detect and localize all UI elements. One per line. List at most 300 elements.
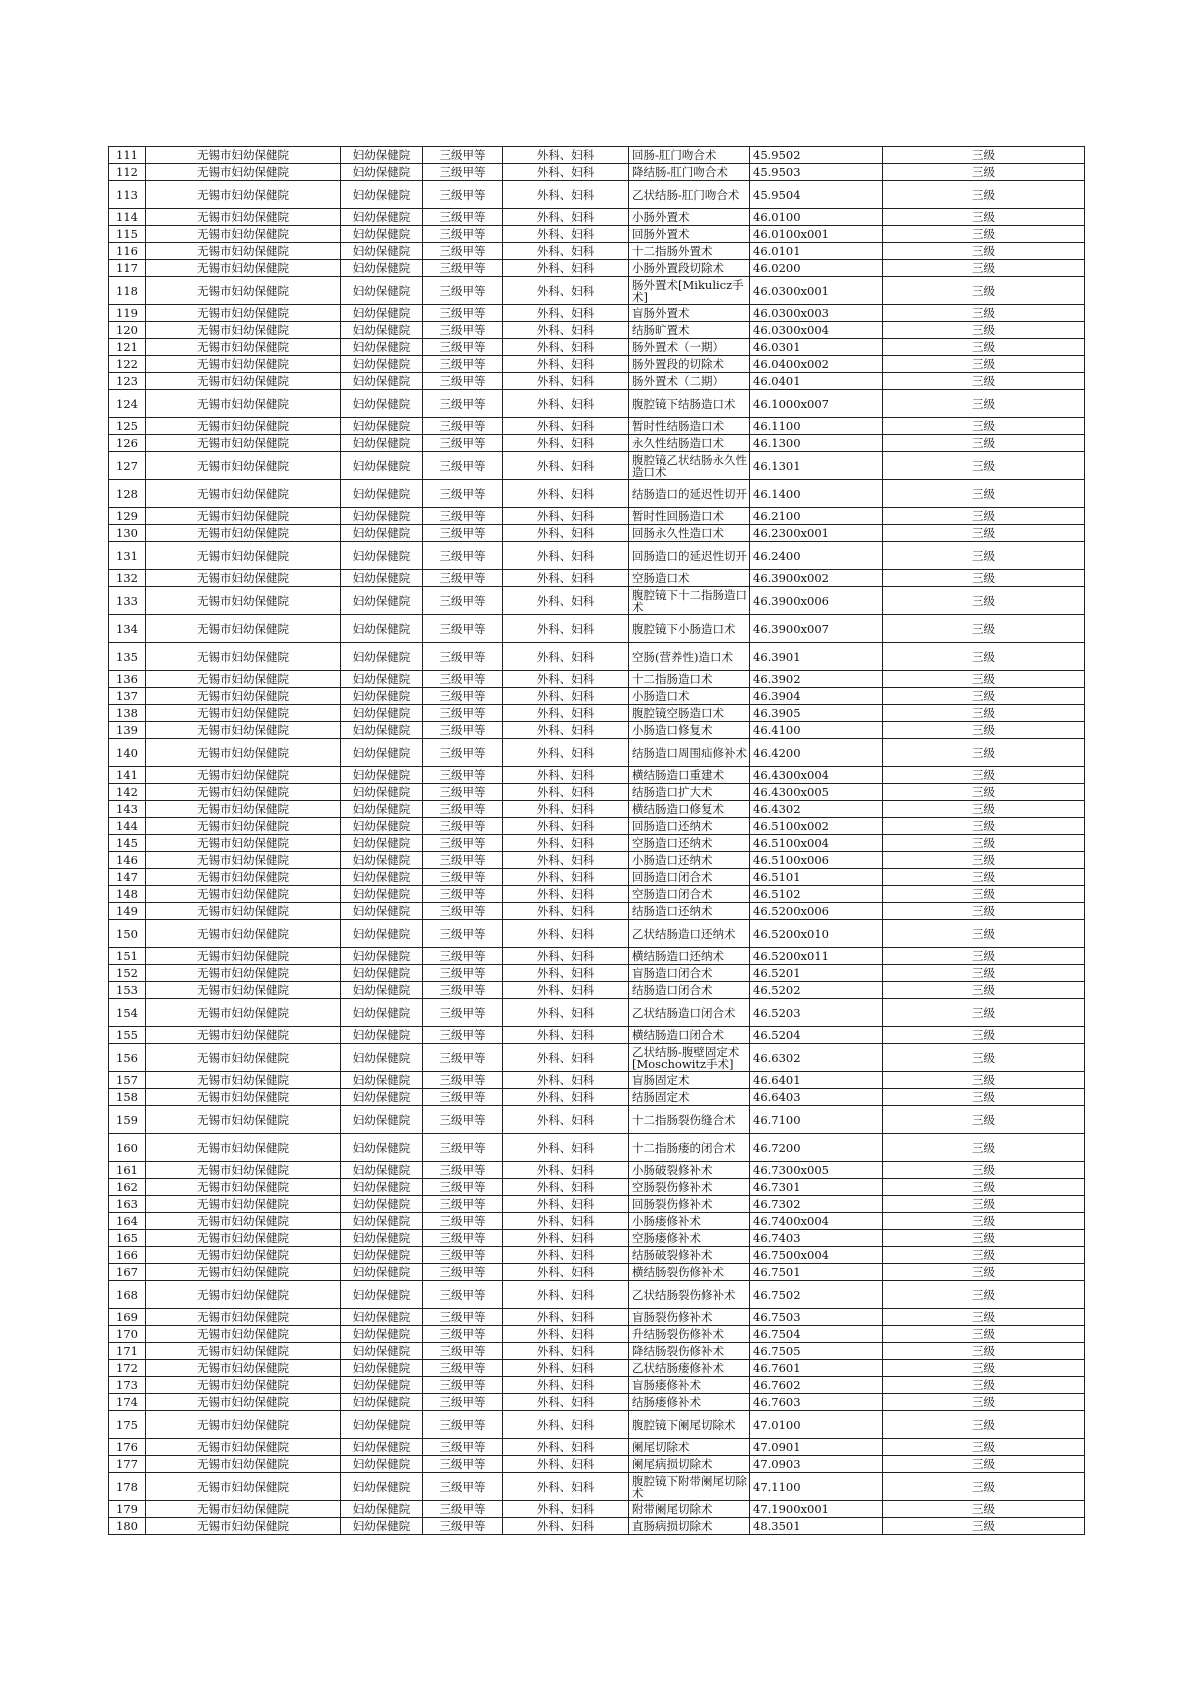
procedure-code-cell: 46.7300x005 (750, 1162, 883, 1179)
row-number-cell: 154 (109, 999, 146, 1027)
hospital-type-cell: 妇幼保健院 (341, 339, 423, 356)
surgery-level-cell: 三级 (883, 418, 1085, 435)
hospital-cell: 无锡市妇幼保健院 (146, 277, 341, 305)
surgery-level-cell: 三级 (883, 886, 1085, 903)
procedure-name-cell: 横结肠造口修复术 (629, 801, 750, 818)
procedure-name-cell: 阑尾病损切除术 (629, 1456, 750, 1473)
hospital-type-cell: 妇幼保健院 (341, 1027, 423, 1044)
procedure-code-cell: 46.3901 (750, 643, 883, 671)
hospital-grade-cell: 三级甲等 (423, 722, 503, 739)
procedure-name-cell: 回肠-肛门吻合术 (629, 147, 750, 164)
hospital-cell: 无锡市妇幼保健院 (146, 181, 341, 209)
table-row (109, 999, 1085, 1027)
table-row (109, 1162, 1085, 1179)
hospital-type-cell: 妇幼保健院 (341, 305, 423, 322)
hospital-cell: 无锡市妇幼保健院 (146, 1394, 341, 1411)
row-number-cell: 164 (109, 1213, 146, 1230)
row-number-cell: 161 (109, 1162, 146, 1179)
department-cell: 外科、妇科 (503, 1394, 629, 1411)
table-row (109, 305, 1085, 322)
department-cell: 外科、妇科 (503, 1377, 629, 1394)
hospital-type-cell: 妇幼保健院 (341, 1213, 423, 1230)
procedure-name-cell: 乙状结肠造口闭合术 (629, 999, 750, 1027)
row-number-cell: 137 (109, 688, 146, 705)
table-row (109, 903, 1085, 920)
hospital-grade-cell: 三级甲等 (423, 260, 503, 277)
department-cell: 外科、妇科 (503, 525, 629, 542)
procedure-code-cell: 47.1900x001 (750, 1501, 883, 1518)
procedure-name-cell: 空肠瘘修补术 (629, 1230, 750, 1247)
department-cell: 外科、妇科 (503, 209, 629, 226)
procedure-name-cell: 盲肠瘘修补术 (629, 1377, 750, 1394)
row-number-cell: 128 (109, 480, 146, 508)
hospital-grade-cell: 三级甲等 (423, 948, 503, 965)
procedure-code-cell: 46.5100x004 (750, 835, 883, 852)
row-number-cell: 157 (109, 1072, 146, 1089)
table-row (109, 226, 1085, 243)
procedure-code-cell: 46.2300x001 (750, 525, 883, 542)
procedure-name-cell: 腹腔镜乙状结肠永久性造口术 (629, 452, 750, 480)
procedure-code-cell: 46.5200x010 (750, 920, 883, 948)
procedure-code-cell: 46.2400 (750, 542, 883, 570)
procedure-name-cell: 暂时性结肠造口术 (629, 418, 750, 435)
procedure-name-cell: 小肠造口还纳术 (629, 852, 750, 869)
department-cell: 外科、妇科 (503, 339, 629, 356)
hospital-grade-cell: 三级甲等 (423, 1343, 503, 1360)
row-number-cell: 149 (109, 903, 146, 920)
department-cell: 外科、妇科 (503, 147, 629, 164)
row-number-cell: 175 (109, 1411, 146, 1439)
hospital-grade-cell: 三级甲等 (423, 452, 503, 480)
procedure-name-cell: 回肠永久性造口术 (629, 525, 750, 542)
hospital-type-cell: 妇幼保健院 (341, 209, 423, 226)
table-row (109, 1394, 1085, 1411)
hospital-type-cell: 妇幼保健院 (341, 1326, 423, 1343)
surgery-level-cell: 三级 (883, 1394, 1085, 1411)
hospital-grade-cell: 三级甲等 (423, 1309, 503, 1326)
hospital-type-cell: 妇幼保健院 (341, 615, 423, 643)
row-number-cell: 121 (109, 339, 146, 356)
hospital-grade-cell: 三级甲等 (423, 1377, 503, 1394)
procedure-name-cell: 结肠造口扩大术 (629, 784, 750, 801)
hospital-grade-cell: 三级甲等 (423, 373, 503, 390)
table-row (109, 1027, 1085, 1044)
surgery-level-cell: 三级 (883, 615, 1085, 643)
row-number-cell: 126 (109, 435, 146, 452)
department-cell: 外科、妇科 (503, 1089, 629, 1106)
department-cell: 外科、妇科 (503, 373, 629, 390)
hospital-grade-cell: 三级甲等 (423, 705, 503, 722)
procedure-name-cell: 暂时性回肠造口术 (629, 508, 750, 525)
hospital-cell: 无锡市妇幼保健院 (146, 705, 341, 722)
procedure-name-cell: 横结肠裂伤修补术 (629, 1264, 750, 1281)
hospital-type-cell: 妇幼保健院 (341, 965, 423, 982)
row-number-cell: 141 (109, 767, 146, 784)
procedure-name-cell: 回肠造口的延迟性切开 (629, 542, 750, 570)
procedure-code-cell: 46.5200x011 (750, 948, 883, 965)
hospital-cell: 无锡市妇幼保健院 (146, 1230, 341, 1247)
hospital-type-cell: 妇幼保健院 (341, 1230, 423, 1247)
hospital-grade-cell: 三级甲等 (423, 767, 503, 784)
surgery-level-cell: 三级 (883, 1179, 1085, 1196)
procedure-code-cell: 46.7501 (750, 1264, 883, 1281)
hospital-grade-cell: 三级甲等 (423, 277, 503, 305)
hospital-cell: 无锡市妇幼保健院 (146, 1247, 341, 1264)
surgery-level-cell: 三级 (883, 1264, 1085, 1281)
table-row (109, 688, 1085, 705)
hospital-cell: 无锡市妇幼保健院 (146, 1281, 341, 1309)
procedure-code-cell: 46.3900x007 (750, 615, 883, 643)
hospital-type-cell: 妇幼保健院 (341, 784, 423, 801)
hospital-cell: 无锡市妇幼保健院 (146, 1072, 341, 1089)
row-number-cell: 180 (109, 1518, 146, 1535)
table-row (109, 181, 1085, 209)
row-number-cell: 146 (109, 852, 146, 869)
hospital-cell: 无锡市妇幼保健院 (146, 835, 341, 852)
hospital-grade-cell: 三级甲等 (423, 525, 503, 542)
department-cell: 外科、妇科 (503, 390, 629, 418)
hospital-grade-cell: 三级甲等 (423, 480, 503, 508)
hospital-grade-cell: 三级甲等 (423, 356, 503, 373)
row-number-cell: 144 (109, 818, 146, 835)
procedure-name-cell: 盲肠固定术 (629, 1072, 750, 1089)
procedure-code-cell: 46.6401 (750, 1072, 883, 1089)
department-cell: 外科、妇科 (503, 982, 629, 999)
hospital-grade-cell: 三级甲等 (423, 305, 503, 322)
hospital-type-cell: 妇幼保健院 (341, 671, 423, 688)
procedure-code-cell: 46.7500x004 (750, 1247, 883, 1264)
surgery-level-cell: 三级 (883, 209, 1085, 226)
table-row (109, 1106, 1085, 1134)
procedure-code-cell: 46.3900x002 (750, 570, 883, 587)
row-number-cell: 168 (109, 1281, 146, 1309)
surgery-level-cell: 三级 (883, 1134, 1085, 1162)
hospital-type-cell: 妇幼保健院 (341, 322, 423, 339)
surgery-level-cell: 三级 (883, 390, 1085, 418)
surgery-level-cell: 三级 (883, 671, 1085, 688)
hospital-type-cell: 妇幼保健院 (341, 1179, 423, 1196)
hospital-cell: 无锡市妇幼保健院 (146, 643, 341, 671)
hospital-grade-cell: 三级甲等 (423, 869, 503, 886)
procedure-code-cell: 46.7200 (750, 1134, 883, 1162)
hospital-cell: 无锡市妇幼保健院 (146, 452, 341, 480)
department-cell: 外科、妇科 (503, 508, 629, 525)
procedure-code-cell: 46.0400x002 (750, 356, 883, 373)
surgery-level-cell: 三级 (883, 570, 1085, 587)
row-number-cell: 143 (109, 801, 146, 818)
table-row (109, 801, 1085, 818)
department-cell: 外科、妇科 (503, 801, 629, 818)
procedure-name-cell: 十二指肠瘘的闭合术 (629, 1134, 750, 1162)
department-cell: 外科、妇科 (503, 570, 629, 587)
table-row (109, 1230, 1085, 1247)
hospital-type-cell: 妇幼保健院 (341, 1456, 423, 1473)
procedure-code-cell: 46.2100 (750, 508, 883, 525)
surgery-level-cell: 三级 (883, 784, 1085, 801)
hospital-grade-cell: 三级甲等 (423, 1179, 503, 1196)
table-row (109, 1044, 1085, 1072)
hospital-type-cell: 妇幼保健院 (341, 835, 423, 852)
procedure-code-cell: 46.7504 (750, 1326, 883, 1343)
procedure-code-cell: 47.0901 (750, 1439, 883, 1456)
department-cell: 外科、妇科 (503, 818, 629, 835)
hospital-type-cell: 妇幼保健院 (341, 1439, 423, 1456)
department-cell: 外科、妇科 (503, 615, 629, 643)
hospital-cell: 无锡市妇幼保健院 (146, 525, 341, 542)
table-row (109, 920, 1085, 948)
hospital-grade-cell: 三级甲等 (423, 1162, 503, 1179)
hospital-type-cell: 妇幼保健院 (341, 570, 423, 587)
hospital-grade-cell: 三级甲等 (423, 671, 503, 688)
row-number-cell: 120 (109, 322, 146, 339)
hospital-cell: 无锡市妇幼保健院 (146, 305, 341, 322)
surgery-level-cell: 三级 (883, 147, 1085, 164)
department-cell: 外科、妇科 (503, 671, 629, 688)
hospital-type-cell: 妇幼保健院 (341, 164, 423, 181)
procedure-code-cell: 46.0401 (750, 373, 883, 390)
hospital-grade-cell: 三级甲等 (423, 965, 503, 982)
hospital-grade-cell: 三级甲等 (423, 852, 503, 869)
surgery-level-cell: 三级 (883, 1439, 1085, 1456)
department-cell: 外科、妇科 (503, 1213, 629, 1230)
hospital-type-cell: 妇幼保健院 (341, 982, 423, 999)
procedure-code-cell: 46.5204 (750, 1027, 883, 1044)
department-cell: 外科、妇科 (503, 1360, 629, 1377)
row-number-cell: 132 (109, 570, 146, 587)
surgery-level-cell: 三级 (883, 1343, 1085, 1360)
hospital-grade-cell: 三级甲等 (423, 164, 503, 181)
procedure-name-cell: 回肠造口还纳术 (629, 818, 750, 835)
department-cell: 外科、妇科 (503, 767, 629, 784)
hospital-type-cell: 妇幼保健院 (341, 1264, 423, 1281)
surgery-level-cell: 三级 (883, 1230, 1085, 1247)
row-number-cell: 123 (109, 373, 146, 390)
surgery-level-cell: 三级 (883, 508, 1085, 525)
hospital-type-cell: 妇幼保健院 (341, 999, 423, 1027)
row-number-cell: 177 (109, 1456, 146, 1473)
hospital-type-cell: 妇幼保健院 (341, 801, 423, 818)
procedure-code-cell: 46.1301 (750, 452, 883, 480)
hospital-cell: 无锡市妇幼保健院 (146, 1439, 341, 1456)
procedure-code-cell: 46.5200x006 (750, 903, 883, 920)
department-cell: 外科、妇科 (503, 643, 629, 671)
hospital-grade-cell: 三级甲等 (423, 339, 503, 356)
surgery-level-cell: 三级 (883, 739, 1085, 767)
procedure-name-cell: 结肠造口还纳术 (629, 903, 750, 920)
hospital-type-cell: 妇幼保健院 (341, 1309, 423, 1326)
surgery-level-cell: 三级 (883, 1072, 1085, 1089)
procedure-code-cell: 47.1100 (750, 1473, 883, 1501)
procedure-code-cell: 46.5201 (750, 965, 883, 982)
table-row (109, 435, 1085, 452)
hospital-grade-cell: 三级甲等 (423, 1473, 503, 1501)
hospital-cell: 无锡市妇幼保健院 (146, 1411, 341, 1439)
hospital-type-cell: 妇幼保健院 (341, 886, 423, 903)
surgery-level-cell: 三级 (883, 801, 1085, 818)
procedure-code-cell: 46.7403 (750, 1230, 883, 1247)
hospital-grade-cell: 三级甲等 (423, 818, 503, 835)
department-cell: 外科、妇科 (503, 305, 629, 322)
surgery-level-cell: 三级 (883, 305, 1085, 322)
hospital-grade-cell: 三级甲等 (423, 1044, 503, 1072)
hospital-cell: 无锡市妇幼保健院 (146, 615, 341, 643)
hospital-cell: 无锡市妇幼保健院 (146, 767, 341, 784)
hospital-type-cell: 妇幼保健院 (341, 1360, 423, 1377)
hospital-cell: 无锡市妇幼保健院 (146, 903, 341, 920)
department-cell: 外科、妇科 (503, 965, 629, 982)
row-number-cell: 114 (109, 209, 146, 226)
hospital-grade-cell: 三级甲等 (423, 1411, 503, 1439)
procedure-code-cell: 46.7400x004 (750, 1213, 883, 1230)
table-row (109, 1518, 1085, 1535)
procedure-name-cell: 结肠造口的延迟性切开 (629, 480, 750, 508)
table-row (109, 1501, 1085, 1518)
surgery-level-cell: 三级 (883, 525, 1085, 542)
procedure-name-cell: 腹腔镜空肠造口术 (629, 705, 750, 722)
procedure-code-cell: 46.7602 (750, 1377, 883, 1394)
procedure-name-cell: 盲肠外置术 (629, 305, 750, 322)
surgery-level-cell: 三级 (883, 1213, 1085, 1230)
procedure-name-cell: 回肠造口闭合术 (629, 869, 750, 886)
row-number-cell: 139 (109, 722, 146, 739)
procedure-code-cell: 46.5100x002 (750, 818, 883, 835)
hospital-grade-cell: 三级甲等 (423, 920, 503, 948)
hospital-grade-cell: 三级甲等 (423, 587, 503, 615)
surgery-level-cell: 三级 (883, 982, 1085, 999)
table-row (109, 1281, 1085, 1309)
table-row (109, 615, 1085, 643)
hospital-type-cell: 妇幼保健院 (341, 1106, 423, 1134)
procedure-name-cell: 附带阑尾切除术 (629, 1501, 750, 1518)
table-row (109, 835, 1085, 852)
hospital-cell: 无锡市妇幼保健院 (146, 1518, 341, 1535)
row-number-cell: 178 (109, 1473, 146, 1501)
procedure-code-cell: 46.7503 (750, 1309, 883, 1326)
procedure-name-cell: 横结肠造口闭合术 (629, 1027, 750, 1044)
procedure-name-cell: 小肠造口修复术 (629, 722, 750, 739)
hospital-type-cell: 妇幼保健院 (341, 260, 423, 277)
hospital-type-cell: 妇幼保健院 (341, 147, 423, 164)
hospital-cell: 无锡市妇幼保健院 (146, 570, 341, 587)
hospital-grade-cell: 三级甲等 (423, 1213, 503, 1230)
table-row (109, 1179, 1085, 1196)
surgery-level-cell: 三级 (883, 1106, 1085, 1134)
hospital-cell: 无锡市妇幼保健院 (146, 1501, 341, 1518)
table-row (109, 1411, 1085, 1439)
hospital-grade-cell: 三级甲等 (423, 1501, 503, 1518)
department-cell: 外科、妇科 (503, 999, 629, 1027)
table-row (109, 164, 1085, 181)
procedure-name-cell: 降结肠-肛门吻合术 (629, 164, 750, 181)
row-number-cell: 171 (109, 1343, 146, 1360)
procedure-code-cell: 46.5101 (750, 869, 883, 886)
procedure-name-cell: 空肠造口术 (629, 570, 750, 587)
department-cell: 外科、妇科 (503, 164, 629, 181)
hospital-grade-cell: 三级甲等 (423, 1134, 503, 1162)
hospital-grade-cell: 三级甲等 (423, 570, 503, 587)
table-row (109, 1309, 1085, 1326)
row-number-cell: 176 (109, 1439, 146, 1456)
department-cell: 外科、妇科 (503, 835, 629, 852)
table-row (109, 1196, 1085, 1213)
hospital-grade-cell: 三级甲等 (423, 1196, 503, 1213)
hospital-cell: 无锡市妇幼保健院 (146, 1134, 341, 1162)
procedure-name-cell: 空肠裂伤修补术 (629, 1179, 750, 1196)
procedure-name-cell: 十二指肠造口术 (629, 671, 750, 688)
procedure-code-cell: 46.1400 (750, 480, 883, 508)
hospital-type-cell: 妇幼保健院 (341, 1343, 423, 1360)
procedure-name-cell: 乙状结肠-肛门吻合术 (629, 181, 750, 209)
hospital-grade-cell: 三级甲等 (423, 508, 503, 525)
row-number-cell: 117 (109, 260, 146, 277)
department-cell: 外科、妇科 (503, 452, 629, 480)
procedure-code-cell: 46.5202 (750, 982, 883, 999)
procedure-name-cell: 乙状结肠瘘修补术 (629, 1360, 750, 1377)
hospital-cell: 无锡市妇幼保健院 (146, 542, 341, 570)
department-cell: 外科、妇科 (503, 1179, 629, 1196)
hospital-cell: 无锡市妇幼保健院 (146, 999, 341, 1027)
hospital-type-cell: 妇幼保健院 (341, 1394, 423, 1411)
table-row (109, 869, 1085, 886)
hospital-type-cell: 妇幼保健院 (341, 373, 423, 390)
hospital-grade-cell: 三级甲等 (423, 982, 503, 999)
hospital-type-cell: 妇幼保健院 (341, 1473, 423, 1501)
procedure-name-cell: 肠外置术[Mikulicz手术] (629, 277, 750, 305)
hospital-grade-cell: 三级甲等 (423, 615, 503, 643)
hospital-cell: 无锡市妇幼保健院 (146, 356, 341, 373)
hospital-cell: 无锡市妇幼保健院 (146, 164, 341, 181)
table-row (109, 209, 1085, 226)
surgery-level-cell: 三级 (883, 965, 1085, 982)
table-row (109, 886, 1085, 903)
procedure-code-cell: 46.7100 (750, 1106, 883, 1134)
table-row (109, 1439, 1085, 1456)
procedure-name-cell: 肠外置术（一期） (629, 339, 750, 356)
hospital-grade-cell: 三级甲等 (423, 243, 503, 260)
table-row (109, 1247, 1085, 1264)
hospital-grade-cell: 三级甲等 (423, 1518, 503, 1535)
surgery-level-cell: 三级 (883, 643, 1085, 671)
department-cell: 外科、妇科 (503, 435, 629, 452)
department-cell: 外科、妇科 (503, 948, 629, 965)
surgery-level-cell: 三级 (883, 903, 1085, 920)
procedure-code-cell: 46.0300x003 (750, 305, 883, 322)
table-row (109, 1326, 1085, 1343)
table-row (109, 1134, 1085, 1162)
row-number-cell: 118 (109, 277, 146, 305)
hospital-cell: 无锡市妇幼保健院 (146, 260, 341, 277)
table-row (109, 1072, 1085, 1089)
procedure-name-cell: 十二指肠外置术 (629, 243, 750, 260)
hospital-cell: 无锡市妇幼保健院 (146, 209, 341, 226)
surgery-level-cell: 三级 (883, 1162, 1085, 1179)
hospital-cell: 无锡市妇幼保健院 (146, 784, 341, 801)
procedure-code-cell: 46.7603 (750, 1394, 883, 1411)
surgery-level-cell: 三级 (883, 722, 1085, 739)
surgery-level-cell: 三级 (883, 1309, 1085, 1326)
hospital-type-cell: 妇幼保健院 (341, 525, 423, 542)
hospital-type-cell: 妇幼保健院 (341, 542, 423, 570)
procedure-code-cell: 46.0300x001 (750, 277, 883, 305)
row-number-cell: 133 (109, 587, 146, 615)
table-row (109, 965, 1085, 982)
department-cell: 外科、妇科 (503, 722, 629, 739)
row-number-cell: 158 (109, 1089, 146, 1106)
hospital-cell: 无锡市妇幼保健院 (146, 243, 341, 260)
procedure-name-cell: 小肠瘘修补术 (629, 1213, 750, 1230)
hospital-type-cell: 妇幼保健院 (341, 705, 423, 722)
surgery-level-cell: 三级 (883, 1456, 1085, 1473)
